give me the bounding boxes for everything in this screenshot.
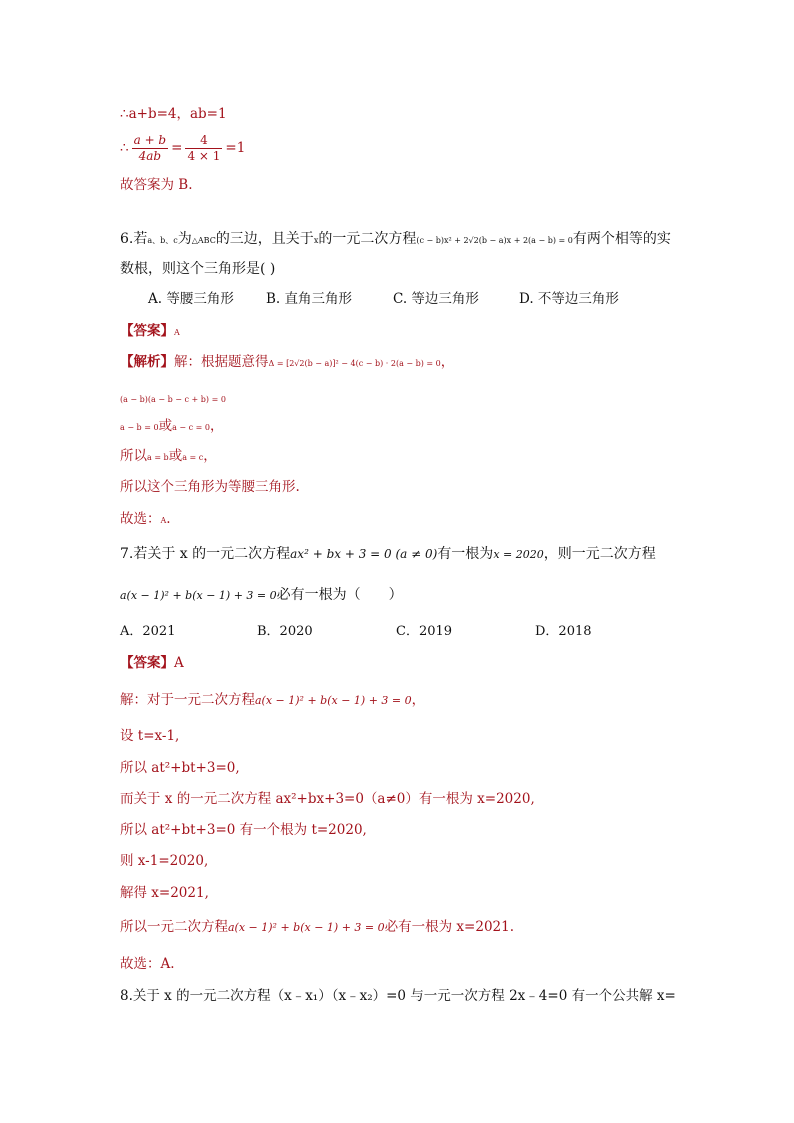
case-one: a − b = 0 [120,423,159,432]
solution-equation: a(x − 1)² + b(x − 1) + 3 = 0 [228,921,385,934]
fraction-numerator: a + b [133,133,167,147]
choose-label: 故选： [120,511,161,527]
solution-text: 必有一根为 x=2021. [384,919,515,935]
case-two-result: a = c [182,453,204,462]
fraction-denominator: 4ab [138,149,162,163]
q7-equation-shifted: a(x − 1)² + b(x − 1) + 3 = 0 [120,589,277,602]
answer-value: A [174,655,184,671]
q7-stem-part: 有一根为 [437,546,494,562]
q6-stem-line1: 6.若a、b、c为△ABC的三边，且关于x的一元二次方程(c − b)x² + 2√2(b − a)x + 2(a − b) = 0有两个相等的实 [120,231,671,247]
answer-value: A [174,328,180,337]
q6-stem-part: 有两个相等的实 [572,231,671,247]
solution-text: 所以一元二次方程 [120,919,228,935]
q6-options [148,289,619,309]
q7-stem-line1 [120,544,656,565]
fraction-4-over-4x1 [185,133,222,164]
analysis-text: 解：根据题意得 [174,354,269,370]
q7-stem-part: ，则一元二次方程 [543,546,656,562]
q7-solution-6: 则 x-1=2020, [120,853,209,869]
q6-option-b: B. 直角三角形 [266,291,353,307]
q7-equation: ax² + bx + 3 = 0 (a ≠ 0) [290,547,438,561]
q7-answer-line [120,653,184,673]
q6-stem-line2: 数根，则这个三角形是( ) [120,261,276,277]
q7-solution-5: 所以 at²+bt+3=0 有一个根为 t=2020, [120,822,367,838]
therefore-symbol: ∴ [120,140,129,156]
q7-choose-line: 故选：A. [120,956,175,972]
q7-root: x = 2020 [493,548,544,561]
q7-solution-7: 解得 x=2021, [120,885,209,901]
q6-option-d: D. 不等边三角形 [519,291,619,307]
q6-stem-part: 的三边，且关于 [215,231,314,247]
analysis-label: 【解析】 [120,354,174,370]
case-two: a − c = 0 [172,423,210,432]
q7-solution-8 [120,917,514,938]
q8-stem: 8.关于 x 的一元二次方程（x﹣x₁）（x﹣x₂）=0 与一元一次方程 2x﹣4=0 有一个公共解 x= [120,988,676,1004]
fraction-numerator: 4 [185,133,222,149]
answer-label: 【答案】 [120,323,174,339]
fraction-denominator: 4 × 1 [187,149,221,163]
answer-label: 【答案】 [120,655,174,671]
q7-stem-part: 7.若关于 x 的一元二次方程 [120,546,291,562]
q7-option-c: C．2019 [396,624,453,639]
discriminant-equation: Δ = [2√2(b − a)]² − 4(c − b) · 2(a − b) = 0 [268,359,441,368]
q7-option-b: B．2020 [257,624,313,639]
solution-text: ， [411,692,426,708]
q5-line-sum: ∴a+b=4，ab=1 [120,106,227,122]
q6-option-c: C. 等边三角形 [393,291,479,307]
q6-stem-part: 6.若 [120,231,148,247]
q7-solution-2: 设 t=x-1, [120,728,180,744]
q6-so-line: 所以a = b或a = c， [120,448,217,464]
solution-text: 解：对于一元二次方程 [120,692,255,708]
or-word: 或 [158,418,173,434]
q6-option-a: A. 等腰三角形 [148,291,234,307]
q5-line-fraction [120,128,245,168]
q6-stem-part: 为 [177,231,192,247]
fraction-a-plus-b-over-4ab [132,133,169,164]
case-one-result: a = b [147,453,169,462]
fraction-result: =1 [225,140,246,156]
q6-analysis-line: 【解析】解：根据题意得Δ = [2√2(b − a)]² − 4(c − b) · 2(a − b) = 0， [120,354,455,370]
triangle-abc: △ABC [191,236,216,245]
q7-options [120,622,592,642]
q7-stem-line2 [120,585,403,606]
q7-option-a: A．2021 [120,624,176,639]
choose-value: A [160,516,167,525]
or-word: 或 [168,448,183,464]
q6-or-line: a − b = 0或a − c = 0， [120,418,224,434]
q6-factor-line: (a − b)(a − b − c + b) = 0 [120,395,226,404]
q7-stem-part: 必有一根为（ ） [276,587,403,603]
q7-solution-1 [120,690,425,711]
q6-stem-part: 的一元二次方程 [318,231,417,247]
q6-answer-line [120,321,180,343]
q6-conclusion: 所以这个三角形为等腰三角形. [120,479,300,495]
q6-choose-line: 故选：A. [120,511,171,527]
equals-sign: = [171,140,183,156]
q7-option-d: D．2018 [535,624,592,639]
solution-equation: a(x − 1)² + b(x − 1) + 3 = 0 [255,694,412,707]
q7-solution-4: 而关于 x 的一元二次方程 ax²+bx+3=0（a≠0）有一根为 x=2020, [120,791,535,807]
q5-answer-line: 故答案为 B. [120,177,193,193]
so-word: 所以 [120,448,147,464]
q6-equation: (c − b)x² + 2√2(b − a)x + 2(a − b) = 0 [416,236,573,245]
q7-solution-3: 所以 at²+bt+3=0, [120,760,240,776]
